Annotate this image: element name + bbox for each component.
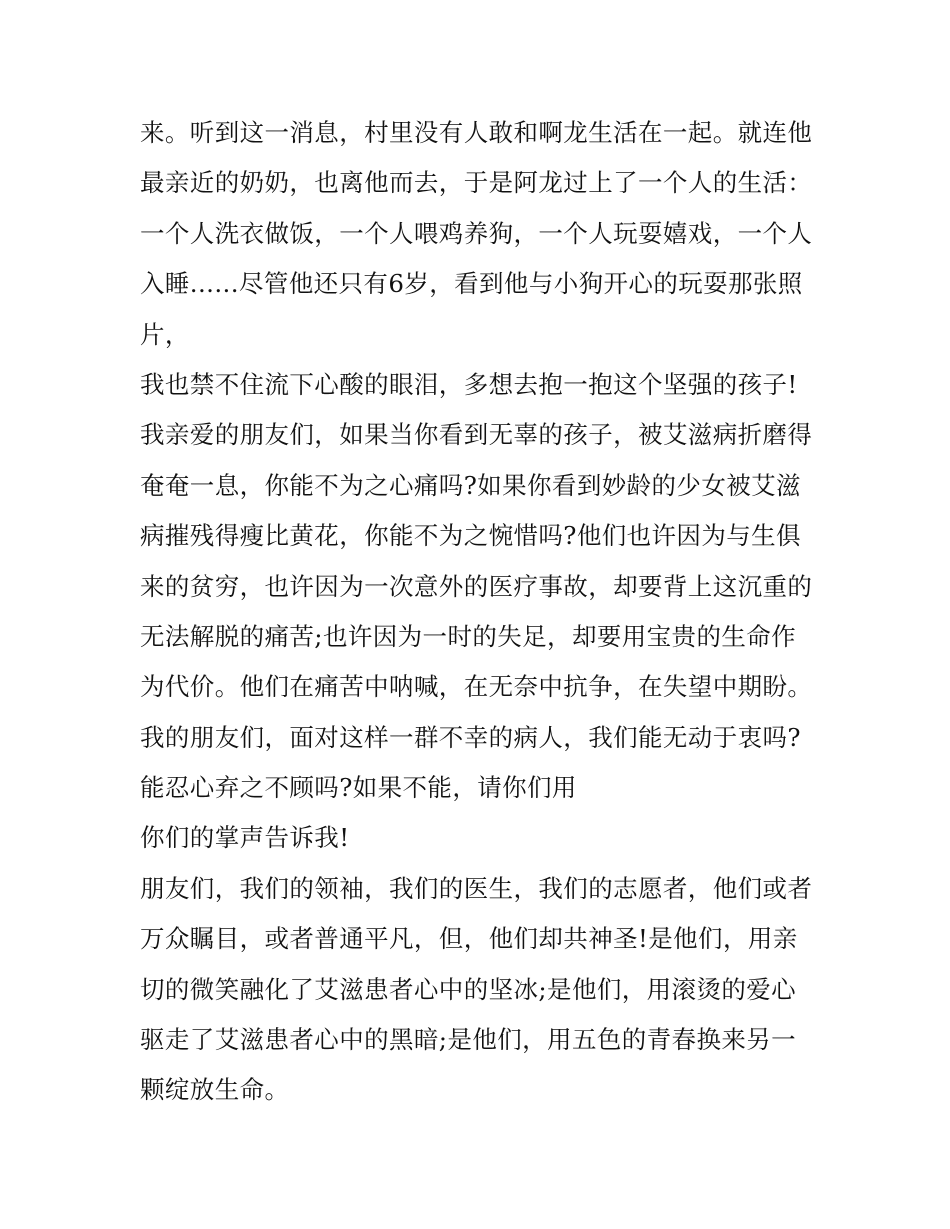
text-line: 你们的掌声告诉我! <box>140 823 350 853</box>
text-line: 朋友们，我们的领袖，我们的医生，我们的志愿者，他们或者 <box>140 873 813 903</box>
text-line: 驱走了艾滋患者心中的黑暗;是他们，用五色的青春换来另一 <box>140 1025 797 1055</box>
text-line: 来。听到这一消息，村里没有人敢和啊龙生活在一起。就连他 <box>140 118 813 147</box>
text-line: 颗绽放生命。 <box>140 1075 290 1105</box>
text-line: 我也禁不住流下心酸的眼泪，多想去抱一抱这个坚强的孩子! <box>140 369 798 399</box>
text-line: 最亲近的奶奶，也离他而去，于是阿龙过上了一个人的生活： <box>140 168 813 198</box>
text-line: 病摧残得瘦比黄花，你能不为之惋惜吗?他们也许因为与生俱 <box>140 521 801 551</box>
text-line: 切的微笑融化了艾滋患者心中的坚冰;是他们，用滚烫的爱心 <box>140 974 797 1004</box>
text-line: 我亲爱的朋友们，如果当你看到无辜的孩子，被艾滋病折磨得 <box>140 420 813 450</box>
text-line: 能忍心弃之不顾吗?如果不能，请你们用 <box>140 773 577 803</box>
text-line: 一个人洗衣做饭，一个人喂鸡养狗，一个人玩耍嬉戏，一个人 <box>140 218 813 248</box>
text-line: 无法解脱的痛苦;也许因为一时的失足，却要用宝贵的生命作 <box>140 621 797 651</box>
text-line: 奄奄一息，你能不为之心痛吗?如果你看到妙龄的少女被艾滋 <box>140 470 801 500</box>
text-line: 我的朋友们，面对这样一群不幸的病人，我们能无动于衷吗? <box>140 722 801 752</box>
text-line: 万众瞩目，或者普通平凡，但，他们却共神圣!是他们，用亲 <box>140 924 798 954</box>
text-line: 片， <box>140 319 190 349</box>
body-text <box>140 108 830 1116</box>
text-line: 来的贫穷，也许因为一次意外的医疗事故，却要背上这沉重的 <box>140 571 813 601</box>
text-line: 为代价。他们在痛苦中呐喊，在无奈中抗争，在失望中期盼。 <box>140 672 813 702</box>
text-line: 入睡......尽管他还只有6岁，看到他与小狗开心的玩耍那张照 <box>140 269 803 299</box>
